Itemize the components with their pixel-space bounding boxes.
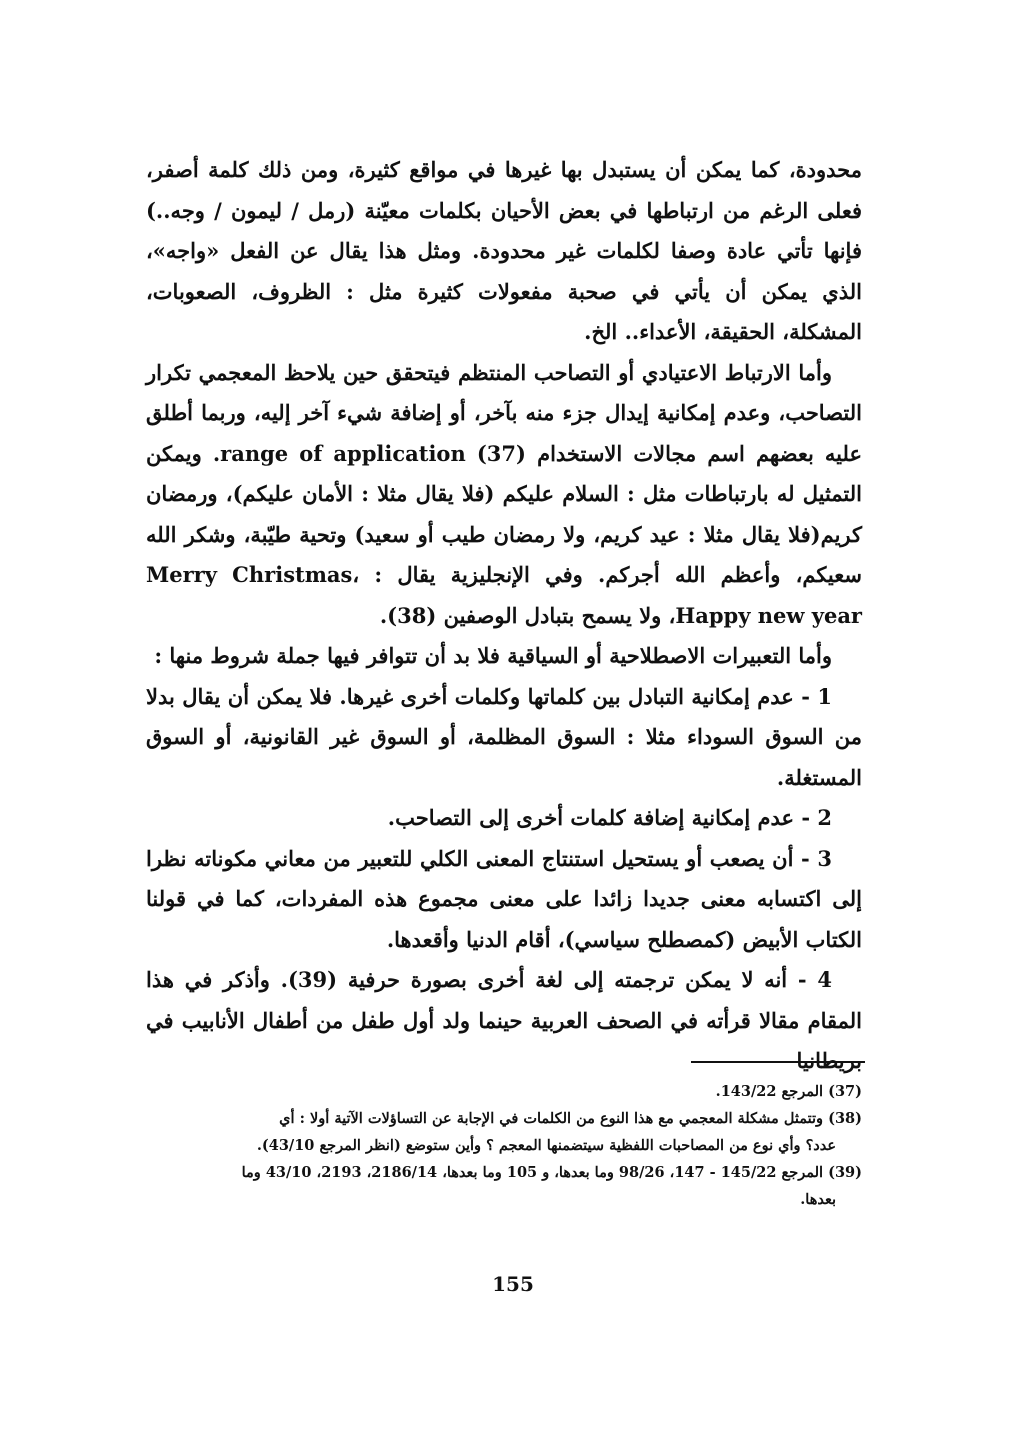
page-number: 155 bbox=[492, 1272, 534, 1296]
footnote-39: (39) المرجع 145/22 - 147، 98/26 وما بعدها، و 105 وما بعدها، 2186/14، 2193، 43/10 وما bbox=[241, 1164, 862, 1181]
list-item-4: 4 - أنه لا يمكن ترجمته إلى لغة أخرى بصورة حرفية (39). وأذكر في هذا المقام مقالا قرأته في الصحف العربية حينما ولد أول طفل من أطفال الأنابيب في بريطانيا bbox=[146, 967, 862, 1073]
footnote-38: (38) وتتمثل مشكلة المعجمي مع هذا النوع من الكلمات في الإجابة عن التساؤلات الآتية أولا : أي bbox=[279, 1110, 862, 1127]
main-text bbox=[146, 150, 862, 1082]
paragraph-3: وأما التعبيرات الاصطلاحية أو السياقية فلا بد أن تتوافر فيها جملة شروط منها : bbox=[154, 643, 832, 668]
paragraph-2: وأما الارتباط الاعتيادي أو التصاحب المنتظم فيتحقق حين يلاحظ المعجمي تكرار التصاحب، وعدم إمكانية إيدال جزء منه بآخر، أو إضافة شيء آخر إليه، وربما أطلق عليه بعضهم اسم مجالات الاستخدام range of application (37). ويمكن التمثيل له بارتباطات مثل : السلام عليكم (فلا يقال مثلا : الأمان عليكم)، ورمضان كريم(فلا يقال مثلا : عيد كريم، ولا رمضان طيب أو سعيد) وتحية طيّبة، وشكر الله سعيكم، وأعظم الله أجركم. وفي الإنجليزية يقال : Merry Christmas، Happy new year، ولا يسمح بتبادل الوصفين (38). bbox=[146, 359, 862, 628]
footnote-39-continued: بعدها. bbox=[800, 1191, 836, 1208]
list-item-1: 1 - عدم إمكانية التبادل بين كلماتها وكلمات أخرى غيرها. فلا يمكن أن يقال بدلا من السوق السوداء مثلا : السوق المظلمة، أو السوق غير القانونية، أو السوق المستغلة. bbox=[146, 683, 862, 790]
footnotes bbox=[156, 1078, 862, 1213]
footnote-divider bbox=[691, 1061, 865, 1063]
list-item-3: 3 - أن يصعب أو يستحيل استنتاج المعنى الكلي للتعبير من معاني مكوناته نظرا إلى اكتسابه معنى جديدا زائدا على معنى مجموع هذه المفردات، كما في قولنا الكتاب الأبيض (كمصطلح سياسي)، أقام الدنيا وأقعدها. bbox=[146, 845, 862, 952]
paragraph-1: محدودة، كما يمكن أن يستبدل بها غيرها في مواقع كثيرة، ومن ذلك كلمة أصفر، فعلى الرغم من ارتباطها في بعض الأحيان بكلمات معيّنة (رمل / ليمون / وجه..) فإنها تأتي عادة وصفا لكلمات غير محدودة. ومثل هذا يقال عن الفعل «واجه»، الذي يمكن أن يأتي في صحبة مفعولات كثيرة مثل : الظروف، الصعوبات، المشكلة، الحقيقة، الأعداء.. الخ. bbox=[146, 157, 862, 344]
list-item-2: 2 - عدم إمكانية إضافة كلمات أخرى إلى التصاحب. bbox=[387, 805, 832, 830]
footnote-38-continued: عدد؟ وأي نوع من المصاحبات اللفظية سيتضمنها المعجم ؟ وأين ستوضع (انظر المرجع 43/10). bbox=[256, 1137, 836, 1154]
footnote-37: (37) المرجع 143/22. bbox=[715, 1083, 862, 1100]
